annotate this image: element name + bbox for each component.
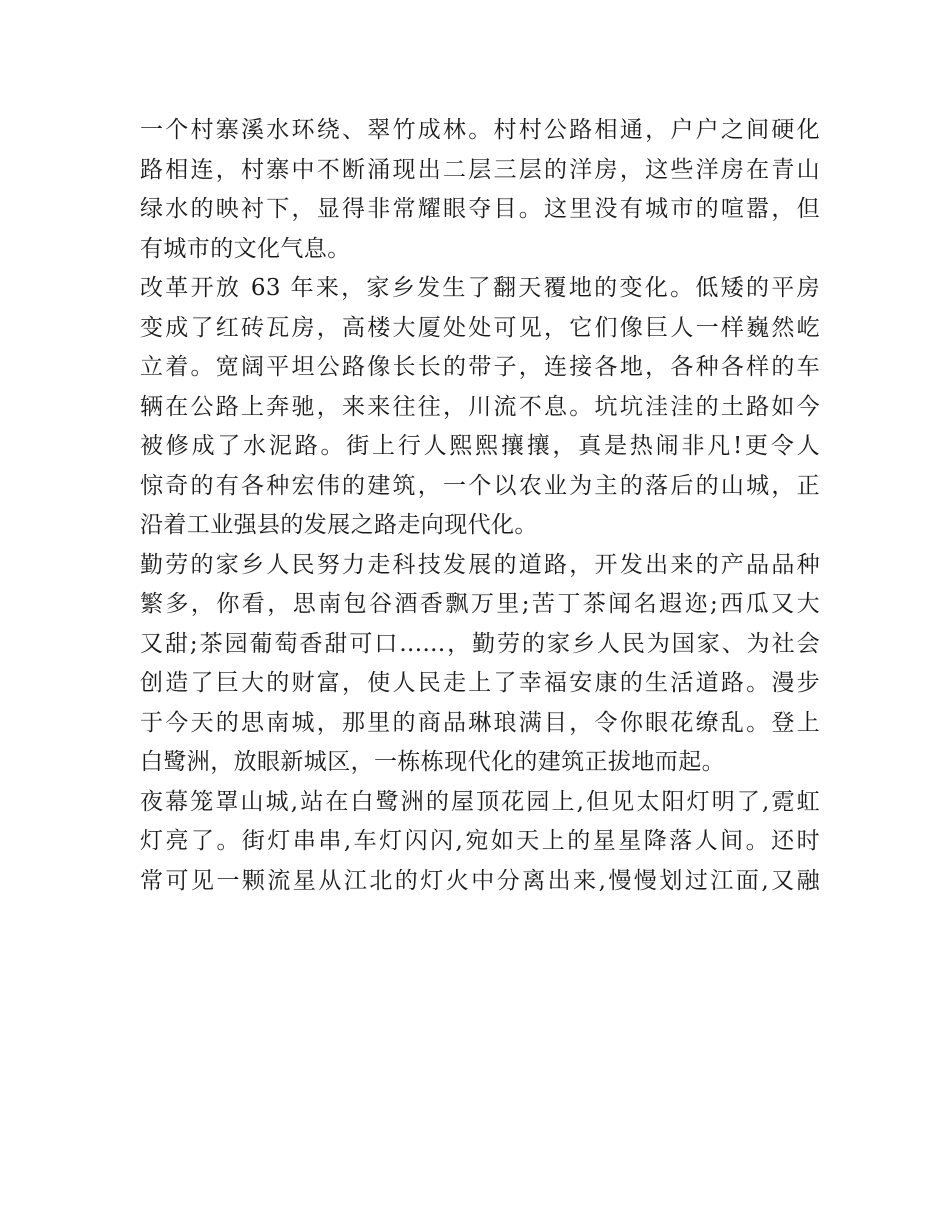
text-line: 辆在公路上奔驰，来来往往，川流不息。坑坑洼洼的土路如今 <box>140 393 820 420</box>
text-line: 于今天的思南城，那里的商品琳琅满目，令你眼花缭乱。登上 <box>140 709 820 736</box>
text-line: 被修成了水泥路。街上行人熙熙攘攘，真是热闹非凡!更令人 <box>140 433 820 459</box>
essay-body <box>140 111 820 901</box>
text-line: 灯亮了。街灯串串,车灯闪闪,宛如天上的星星降落人间。还时 <box>140 828 820 854</box>
text-line: 惊奇的有各种宏伟的建筑，一个以农业为主的落后的山城，正 <box>140 472 820 499</box>
text-line: 变成了红砖瓦房，高楼大厦处处可见，它们像巨人一样巍然屹 <box>140 314 820 341</box>
text-line: 繁多，你看，思南包谷酒香飘万里;苦丁茶闻名遐迩;西瓜又大 <box>140 591 820 617</box>
text-line: 绿水的映衬下，显得非常耀眼夺目。这里没有城市的喧嚣，但 <box>140 196 820 222</box>
text-line: 白鹭洲，放眼新城区，一栋栋现代化的建筑正拔地而起。 <box>140 749 725 775</box>
text-line: 改革开放 63 年来，家乡发生了翻天覆地的变化。低矮的平房 <box>140 275 820 301</box>
text-line: 一个村寨溪水环绕、翠竹成林。村村公路相通，户户之间硬化 <box>140 117 820 143</box>
text-line: 有城市的文化气息。 <box>140 235 351 262</box>
text-line: 又甜;茶园葡萄香甜可口......，勤劳的家乡人民为国家、为社会 <box>140 630 820 657</box>
text-line: 夜幕笼罩山城,站在白鹭洲的屋顶花园上,但见太阳灯明了,霓虹 <box>140 788 820 815</box>
text-line: 常可见一颗流星从江北的灯火中分离出来,慢慢划过江面,又融 <box>140 867 820 894</box>
text-line: 路相连，村寨中不断涌现出二层三层的洋房，这些洋房在青山 <box>140 156 820 183</box>
text-line: 沿着工业强县的发展之路走向现代化。 <box>140 512 538 538</box>
text-line: 创造了巨大的财富，使人民走上了幸福安康的生活道路。漫步 <box>140 670 820 696</box>
text-line: 立着。宽阔平坦公路像长长的带子，连接各地，各种各样的车 <box>140 354 820 380</box>
text-line: 勤劳的家乡人民努力走科技发展的道路，开发出来的产品品种 <box>140 551 820 578</box>
